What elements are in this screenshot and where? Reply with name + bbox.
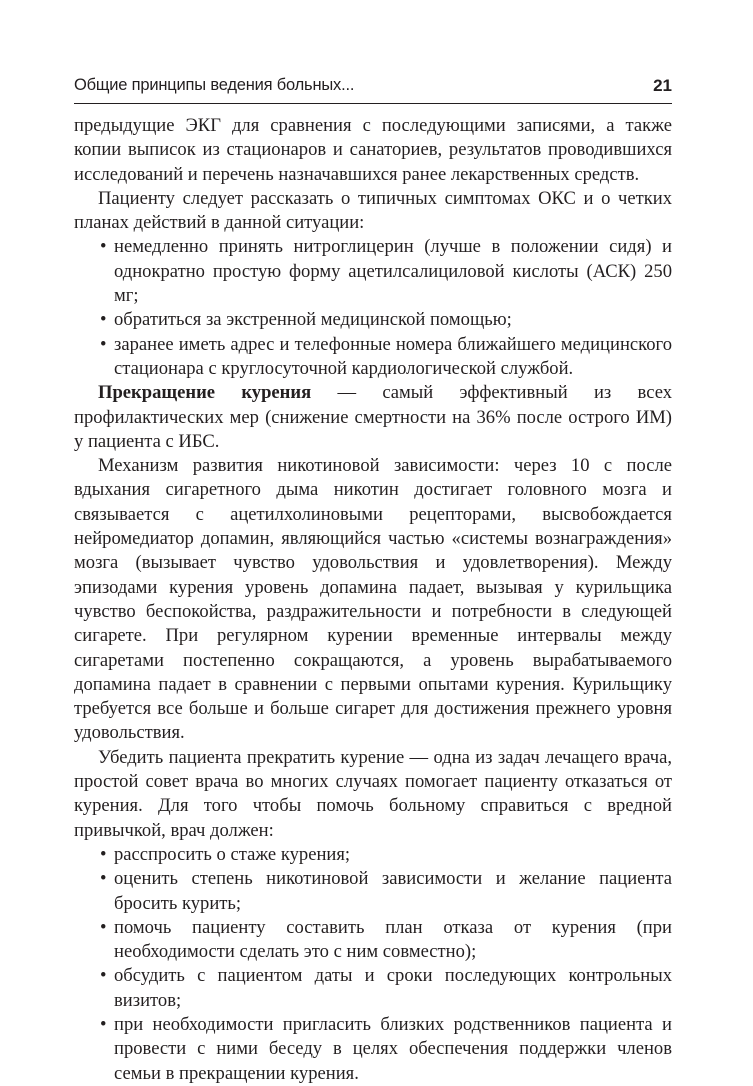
paragraph-continuation: предыдущие ЭКГ для сравнения с последующими записями, а также копии выписок из стационаров и санаториев, результатов проводившихся исследований и перечень назначавшихся ранее лекарственных средств. (74, 115, 672, 185)
bullet-icon: • (100, 868, 107, 890)
list-item (74, 235, 672, 308)
page-header (74, 76, 672, 102)
action-list (74, 235, 672, 381)
bullet-icon: • (100, 236, 107, 258)
list-item (74, 843, 672, 867)
header-divider (74, 103, 672, 104)
page-number: 21 (653, 76, 672, 95)
list-item (74, 964, 672, 1013)
list-item-text: оценить степень никотиновой зависимости и желание пациента бросить курить; (114, 868, 672, 914)
list-item-text: обсудить с пациентом даты и сроки последующих контрольных визитов; (114, 965, 672, 1011)
bullet-icon: • (100, 843, 107, 865)
list-item-text: заранее иметь адрес и телефонные номера ближайшего медицинского стационара с круглосуточной кардиологической службой. (114, 333, 672, 379)
paragraph-symptoms-intro: Пациенту следует рассказать о типичных симптомах ОКС и о четких планах действий в данной ситуации: (74, 187, 672, 234)
list-item (74, 333, 672, 382)
body-text (74, 114, 672, 1086)
bullet-icon: • (100, 309, 107, 331)
list-item-text: помочь пациенту составить план отказа от курения (при необходимости сделать это с ним совместно); (114, 916, 672, 963)
bullet-icon: • (100, 965, 107, 987)
list-item-text: обратиться за экстренной медицинской помощью; (114, 309, 512, 331)
list-item-text: немедленно принять нитроглицерин (лучше в положении сидя) и однократно простую форму ацетилсалициловой кислоты (АСК) 250 мг; (114, 236, 672, 307)
list-item-text: расспросить о стаже курения; (114, 843, 351, 865)
paragraph-nicotine-mechanism: Механизм развития никотиновой зависимости: через 10 с после вдыхания сигаретного дыма никотин достигает головного мозга и связывается с ацетилхолиновыми рецепторами, высвобождается нейромедиатор допамин, являющийся частью «системы вознаграждения» мозга (вызывает чувство удовольствия и удовлетворения). Между эпизодами курения уровень допамина падает, вызывая у курильщика чувство беспокойства, раздражительности и потребности в следующей сигарете. При регулярном курении временные интервалы между сигаретами постепенно сокращаются, а уровень вырабатываемого допамина падает в сравнении с первыми опытами курения. Курильщику требуется все больше и больше сигарет для достижения прежнего уровня удовольствия. (74, 455, 672, 744)
list-item-text: при необходимости пригласить близких родственников пациента и провести с ними беседу в целях обеспечения поддержки членов семьи в прекращении курения. (114, 1013, 672, 1084)
list-item (74, 867, 672, 916)
list-item (74, 1013, 672, 1086)
list-item (74, 308, 672, 332)
paragraph-smoking-cessation (74, 381, 672, 454)
paragraph-smoking-cessation-text: — самый эффективный из всех профилактических мер (снижение смертности на 36% после острого ИМ) у пациента с ИБС. (74, 382, 672, 452)
list-item (74, 916, 672, 965)
paragraph-doctor-role: Убедить пациента прекратить курение — одна из задач лечащего врача, простой совет врача во многих случаях помогает пациенту отказаться от курения. Для того чтобы помочь больному справиться с вредной привычкой, врач должен: (74, 746, 672, 841)
doctor-tasks-list (74, 843, 672, 1086)
bullet-icon: • (100, 916, 107, 938)
bullet-icon: • (100, 333, 107, 355)
bullet-icon: • (100, 1013, 107, 1035)
running-title: Общие принципы ведения больных... (74, 76, 355, 94)
term-smoking-cessation: Прекращение курения (98, 382, 312, 404)
